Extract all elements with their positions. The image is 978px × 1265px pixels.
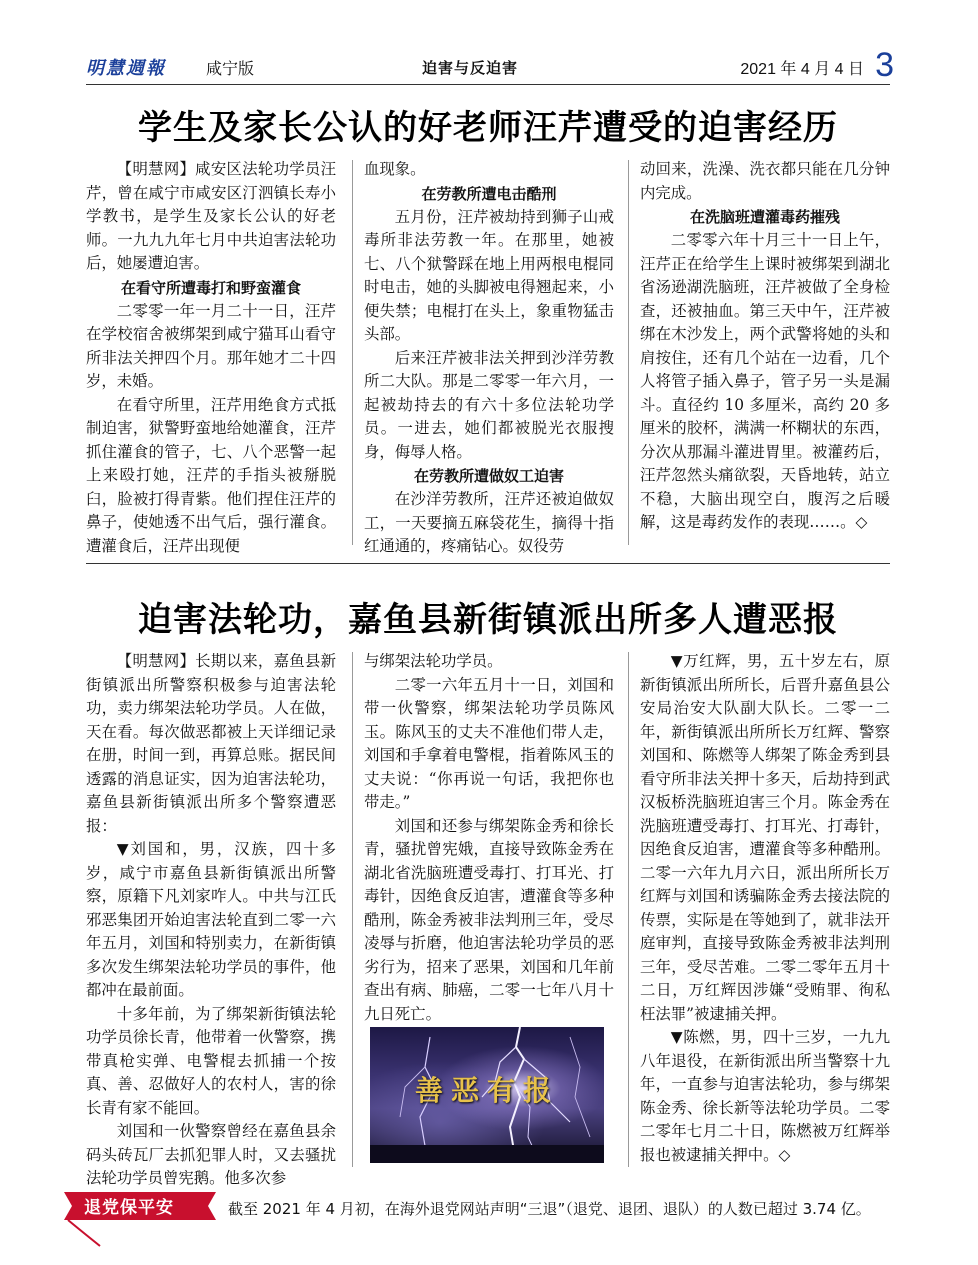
subheading: 在看守所遭毒打和野蛮灌食 bbox=[120, 278, 301, 297]
article1-headline: 学生及家长公认的好老师汪芹遭受的迫害经历 bbox=[138, 108, 838, 148]
article-paragraph: 刘国和一伙警察曾经在嘉鱼县余码头砖瓦厂去抓犯罪人时，又去骚扰法轮功学员曾宪鹅。他多次参 bbox=[86, 1122, 336, 1187]
article-paragraph: 在看守所里，汪芹用绝食方式抵制迫害，狱警野蛮地给她灌食，汪芹抓住灌食的管子，七、八个恶警一起上来殴打她，汪芹的手指头被掰脱臼，脸被打得青紫。他们捏住汪芹的鼻子，使她透不出气后，强行灌食。遭灌食后，汪芹出现便 bbox=[86, 395, 336, 555]
article-paragraph: 后来汪芹被非法关押到沙洋劳教所二大队。那是二零零一年六月，一起被劫持去的有六十多位法轮功学员。一进去，她们都被脱光衣服搜身，侮辱人格。 bbox=[364, 348, 614, 461]
article2-headline: 迫害法轮功，嘉鱼县新街镇派出所多人遭恶报 bbox=[138, 600, 838, 640]
article-paragraph: 十多年前，为了绑架新街镇法轮功学员徐长青，他带着一伙警察，携带真枪实弹、电警棍去抓捕一个按真、善、忍做好人的农村人，害的徐长青有家不能回。 bbox=[86, 1004, 336, 1117]
footer-note: 截至 2021 年 4 月初，在海外退党网站声明“三退”（退党、退团、退队）的人数已超过 3.74 亿。 bbox=[228, 1200, 871, 1218]
masthead: 明慧週報 bbox=[86, 58, 166, 79]
article1-column-2 bbox=[364, 158, 614, 559]
subheading: 在洗脑班遭灌毒药摧残 bbox=[689, 208, 840, 226]
article2-column-1 bbox=[86, 650, 336, 1191]
footer-badge-label: 退党保平安 bbox=[84, 1198, 174, 1218]
article-paragraph: 二零一六年五月十一日，刘国和带一伙警察，绑架法轮功学员陈风玉。陈风玉的丈夫不准他们带人走，刘国和手拿着电警棍，指着陈风玉的丈夫说：“你再说一句话，我把你也带走。” bbox=[364, 675, 614, 811]
lightning-image bbox=[370, 1027, 604, 1163]
section-title: 迫害与反迫害 bbox=[422, 59, 519, 77]
column-divider bbox=[628, 652, 629, 1167]
edition-label: 咸宁版 bbox=[206, 59, 255, 78]
article-separator bbox=[86, 563, 890, 564]
article-paragraph: ▼陈燃，男，四十三岁，一九九八年退役，在新街派出所当警察十九年，一直参与迫害法轮功，参与绑架陈金秀、徐长新等法轮功学员。二零二零年七月二十日，陈燃被万红辉举报也被逮捕关押中。◇ bbox=[640, 1028, 890, 1164]
article-paragraph: 血现象。 bbox=[364, 160, 426, 178]
article-paragraph: 【明慧网】长期以来，嘉鱼县新街镇派出所警察积极参与迫害法轮功，卖力绑架法轮功学员。人在做，天在看。每次做恶都被上天详细记录在册，时间一到，再算总账。据民间透露的消息证实，因为迫害法轮功，嘉鱼县新街镇派出所多个警察遭恶报： bbox=[86, 652, 336, 835]
article-paragraph: 在沙洋劳教所，汪芹还被迫做奴工，一天要摘五麻袋花生，摘得十指红通通的，疼痛钻心。奴役劳 bbox=[364, 490, 614, 555]
article-paragraph: 二零零六年十月三十一日上午，汪芹正在给学生上课时被绑架到湖北省汤逊湖洗脑班，汪芹被做了全身检查，还被抽血。第三天中午，汪芹被绑在木沙发上，两个武警将她的头和肩按住，还有几个站在一边看，几个人将管子插入鼻子，管子另一头是漏斗。直径约 10 多厘米，高约 20 多厘米的胶杯，满满一杯糊状的东西，分次从那漏斗灌进胃里。被灌药后，汪芹忽然头痛欲裂，天昏地转，站立不稳，大脑出现空白，腹泻之后暖解，这是毒药发作的表现……。◇ bbox=[640, 231, 890, 531]
subheading: 在劳教所遭做奴工迫害 bbox=[413, 467, 564, 485]
column-divider bbox=[352, 652, 353, 1167]
article2-column-2 bbox=[364, 650, 614, 1026]
article1-column-1 bbox=[86, 158, 336, 558]
article-paragraph: 【明慧网】咸安区法轮功学员汪芹，曾在咸宁市咸安区汀泗镇长寿小学教书，是学生及家长公认的好老师。一九九九年七月中共迫害法轮功后，她屡遭迫害。 bbox=[86, 160, 336, 272]
image-caption: 善恶有报 bbox=[414, 1074, 559, 1107]
subheading: 在劳教所遭电击酷刑 bbox=[421, 184, 557, 203]
article-paragraph: ▼万红辉，男，五十岁左右，原新街镇派出所所长，后晋升嘉鱼县公安局治安大队副大队长。二零一二年，新街镇派出所所长万红辉、警察刘国和、陈燃等人绑架了陈金秀到县看守所非法关押十多天，后劫持到武汉板桥洗脑班迫害三个月。陈金秀在洗脑班遭受毒打、打耳光、打毒针，因绝食反迫害，遭灌食等多种酷刑。二零一六年九月六日，派出所所长万红辉与刘国和诱骗陈金秀去接法院的传票，实际是在等她到了，就非法开庭审判，直接导致陈金秀被非法判刑三年，受尽苦难。二零二零年五月十二日，万红辉因涉嫌“受贿罪、徇私枉法罪”被逮捕关押。 bbox=[640, 652, 890, 1023]
article-paragraph: 五月份，汪芹被劫持到狮子山戒毒所非法劳教一年。在那里，她被七、八个狱警踩在地上用两根电棍同时电击，她的头脚被电得翘起来，小便失禁；电棍打在头上，象重物猛击头部。 bbox=[364, 207, 614, 343]
article-paragraph: 二零零一年一月二十一日，汪芹在学校宿舍被绑架到咸宁猫耳山看守所非法关押四个月。那年她才二十四岁，未婚。 bbox=[86, 301, 336, 390]
column-divider bbox=[628, 160, 629, 545]
issue-date: 2021 年 4 月 4 日 bbox=[740, 61, 864, 78]
footer-badge bbox=[60, 1190, 220, 1222]
column-divider bbox=[352, 160, 353, 545]
page-header bbox=[86, 46, 894, 84]
article-paragraph: 与绑架法轮功学员。 bbox=[364, 652, 503, 670]
article1-column-3 bbox=[640, 158, 890, 535]
page-number: 3 bbox=[875, 46, 894, 84]
article-paragraph: ▼刘国和，男，汉族，四十多岁，咸宁市嘉鱼县新街镇派出所警察，原籍下凡刘家咋人。中共与江氏邪恶集团开始迫害法轮直到二零一六年五月，刘国和特别卖力，在新街镇多次发生绑架法轮功学员的事件，他都冲在最前面。 bbox=[86, 840, 336, 999]
article2-column-3 bbox=[640, 650, 890, 1167]
header-rule bbox=[86, 84, 890, 85]
article-paragraph: 动回来，洗澡、洗衣都只能在几分钟内完成。 bbox=[640, 160, 890, 202]
article-paragraph: 刘国和还参与绑架陈金秀和徐长青，骚扰曾宪娥，直接导致陈金秀在湖北省洗脑班遭受毒打、打耳光、打毒针，因绝食反迫害，遭灌食等多种酷刑，陈金秀被非法判刑三年，受尽凌辱与折磨，他迫害法轮功学员的恶劣行为，招来了恶果，刘国和几年前查出有病、肺癌，二零一七年八月十九日死亡。 bbox=[364, 816, 614, 1023]
